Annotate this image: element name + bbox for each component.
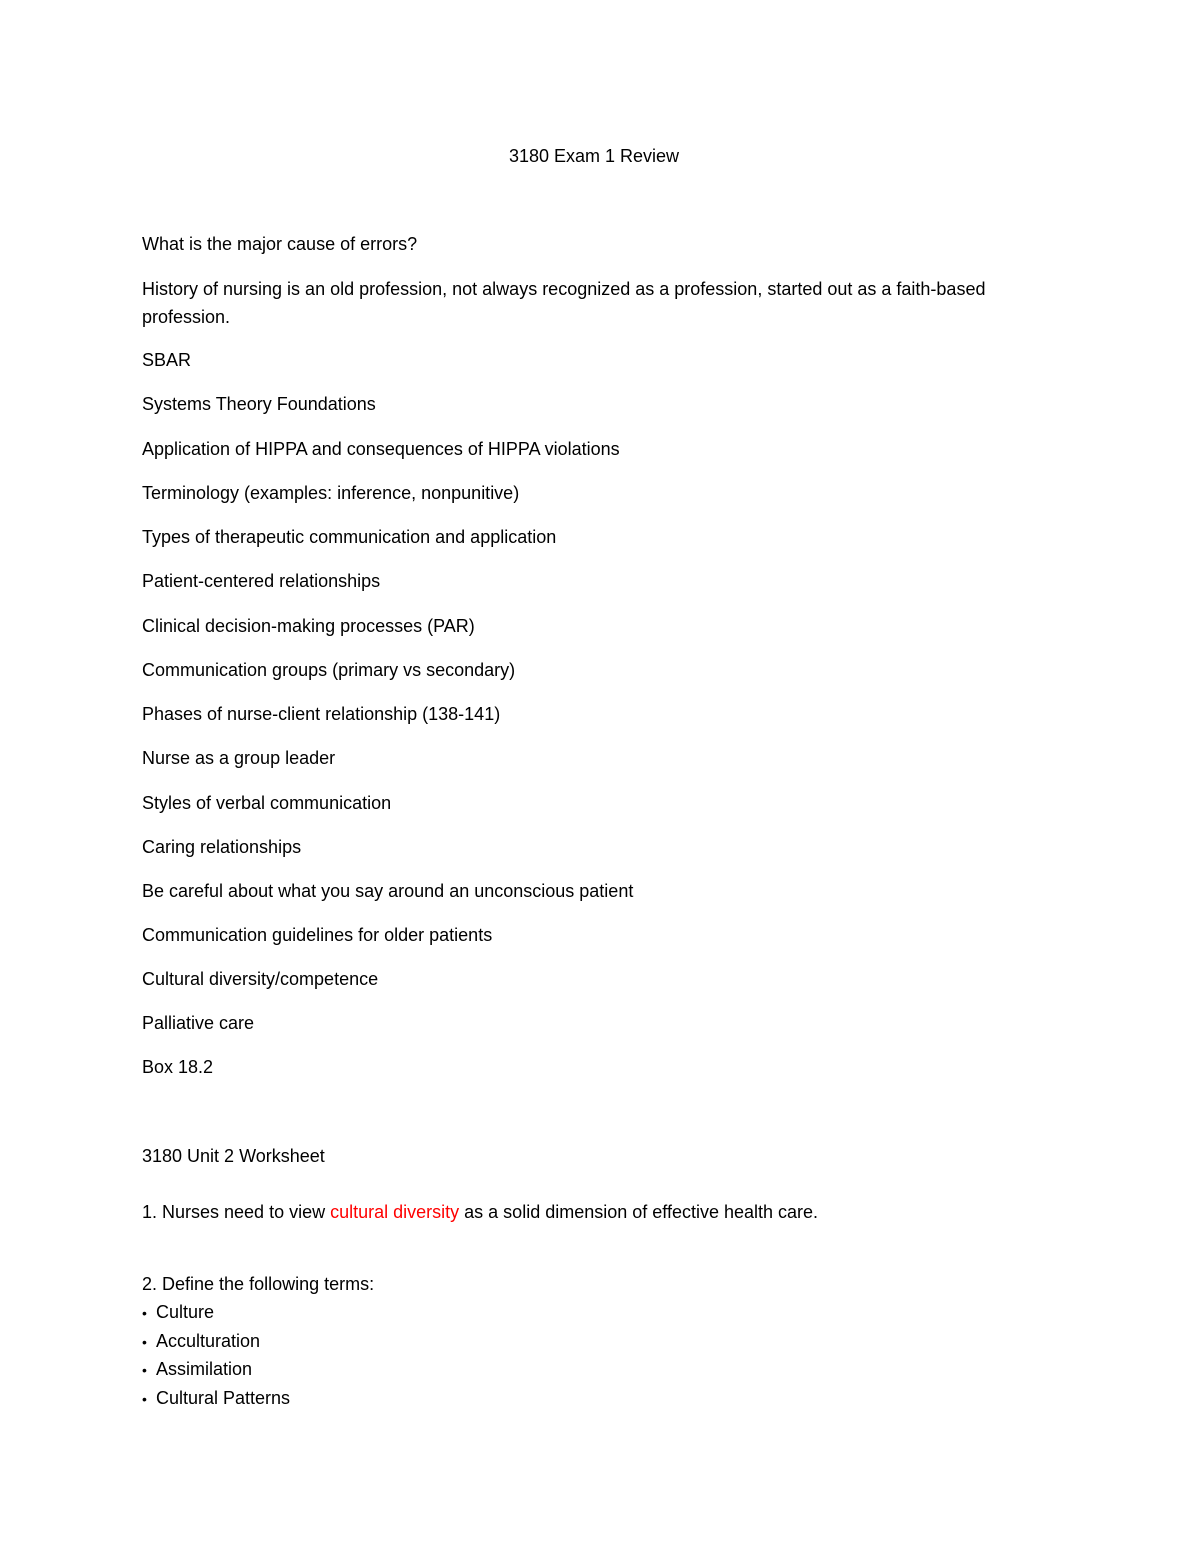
- bullet-icon: •: [142, 1390, 147, 1407]
- topic-item: Terminology (examples: inference, nonpunitive): [142, 483, 520, 503]
- topic-item: Box 18.2: [142, 1057, 214, 1077]
- topic-item: Types of therapeutic communication and application: [142, 527, 557, 547]
- question-1-tail: as a solid dimension of effective health care.: [459, 1202, 819, 1222]
- topic-item: Patient-centered relationships: [142, 571, 381, 591]
- topic-item: Phases of nurse-client relationship (138-141): [142, 704, 501, 724]
- topic-item: Communication groups (primary vs secondary): [142, 660, 516, 680]
- topic-item: Nurse as a group leader: [142, 748, 336, 768]
- terms-list: [142, 1300, 290, 1414]
- list-item: [142, 1357, 290, 1386]
- topic-item: Palliative care: [142, 1013, 255, 1033]
- history-paragraph: History of nursing is an old profession, not always recognized as a profession, started out as a faith-based profession.: [142, 279, 986, 327]
- topic-item: Systems Theory Foundations: [142, 394, 376, 414]
- page-title: 3180 Exam 1 Review: [508, 146, 680, 166]
- question-1-answer: cultural diversity: [330, 1202, 460, 1222]
- topic-item: Styles of verbal communication: [142, 793, 392, 813]
- review-question: What is the major cause of errors?: [142, 234, 418, 254]
- list-item: [142, 1386, 290, 1415]
- topic-item: Cultural diversity/competence: [142, 969, 379, 989]
- question-1-lead: 1. Nurses need to view: [142, 1202, 331, 1222]
- bullet-icon: •: [142, 1305, 147, 1321]
- worksheet-question-2: 2. Define the following terms:: [142, 1274, 375, 1294]
- worksheet-title: 3180 Unit 2 Worksheet: [142, 1146, 325, 1166]
- topic-item: Caring relationships: [142, 837, 302, 857]
- topic-item: Communication guidelines for older patients: [142, 925, 493, 945]
- term-label: Cultural Patterns: [156, 1387, 291, 1408]
- topic-item: Application of HIPPA and consequences of HIPPA violations: [142, 439, 620, 459]
- bullet-icon: •: [142, 1333, 147, 1350]
- topic-item: Clinical decision-making processes (PAR): [142, 616, 475, 636]
- term-label: Assimilation: [156, 1359, 253, 1379]
- topic-item: SBAR: [142, 350, 192, 370]
- topic-item: Be careful about what you say around an unconscious patient: [142, 881, 634, 901]
- list-item: [142, 1300, 290, 1329]
- list-item: [142, 1329, 290, 1358]
- worksheet-question-1: [142, 1200, 818, 1224]
- term-label: Culture: [156, 1302, 215, 1322]
- term-label: Acculturation: [156, 1330, 261, 1351]
- bullet-icon: •: [142, 1362, 147, 1378]
